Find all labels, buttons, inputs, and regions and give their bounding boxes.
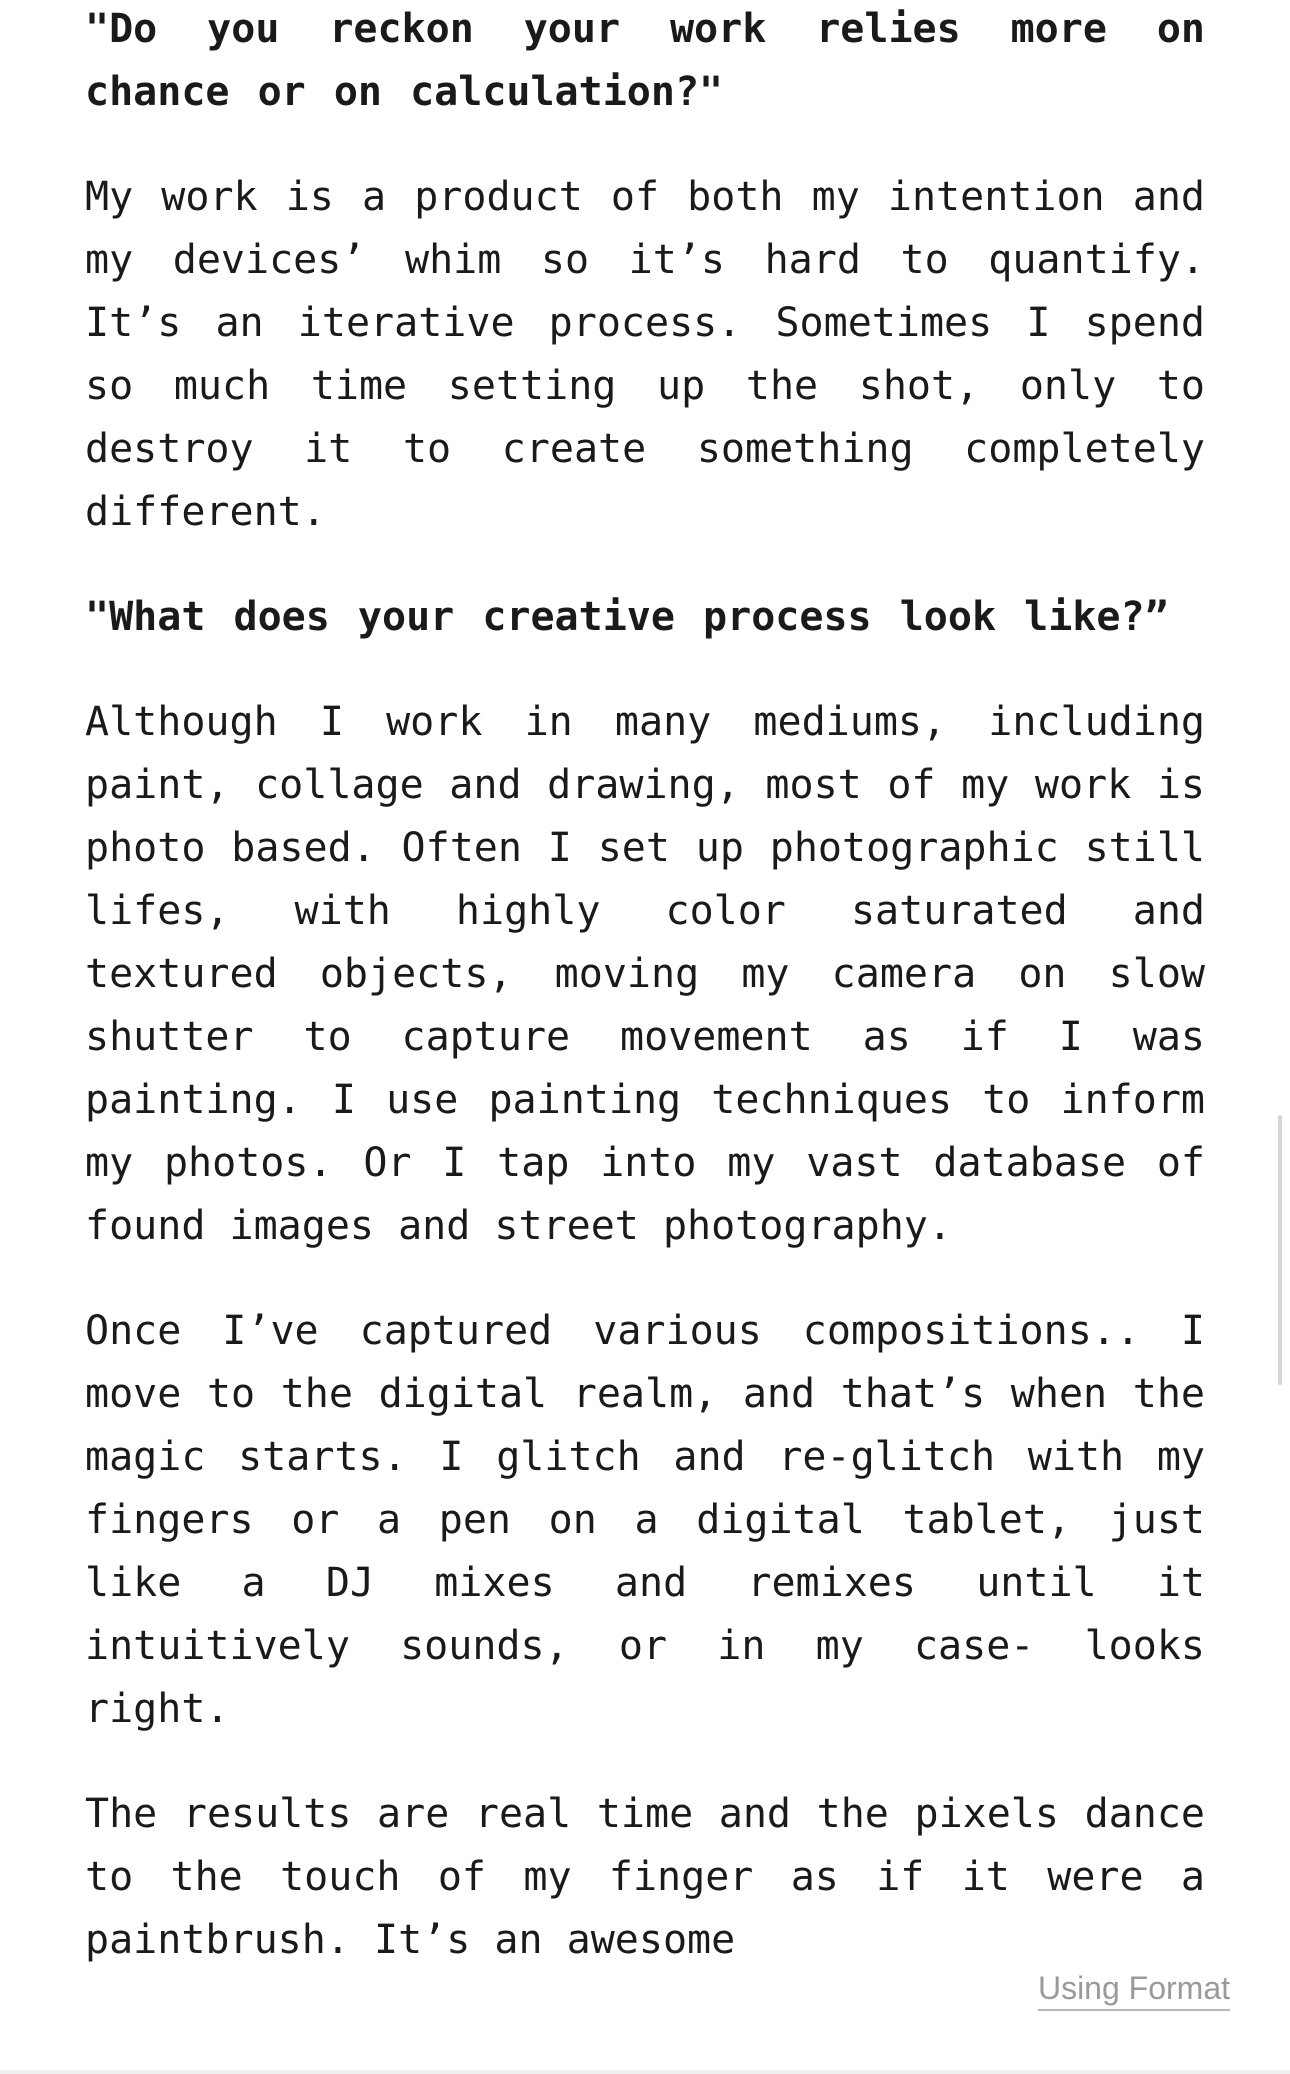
scrollbar-thumb[interactable] [1278, 1115, 1282, 1385]
interview-question: "Do you reckon your work relies more on chance or on calculation?" [85, 6, 1205, 115]
interview-answer: The results are real time and the pixels dance to the touch of my finger as if it were a paintbrush. It’s an awesome [85, 1791, 1205, 1963]
using-format-link[interactable]: Using Format [1038, 1970, 1230, 2011]
interview-answer: Although I work in many mediums, including paint, collage and drawing, most of my work is photo based. Often I set up photographic still lifes, with highly color saturated and textured objects, moving my camera on slow shutter to capture movement as if I was painting. I use painting techniques to inform my photos. Or I tap into my vast database of found images and street photography. [85, 699, 1205, 1249]
interview-question: "What does your creative process look like?” [85, 594, 1169, 640]
article-body [85, 0, 1205, 2014]
interview-answer: My work is a product of both my intention and my devices’ whim so it’s hard to quantify. It’s an iterative process. Sometimes I spend so much time setting up the shot, only to destroy it to create something completely different. [85, 174, 1205, 535]
interview-answer: Once I’ve captured various compositions.. I move to the digital realm, and that’s when the magic starts. I glitch and re-glitch with my fingers or a pen on a digital tablet, just like a DJ mixes and remixes until it intuitively sounds, or in my case- looks right. [85, 1308, 1205, 1732]
bottom-divider [0, 2070, 1290, 2074]
